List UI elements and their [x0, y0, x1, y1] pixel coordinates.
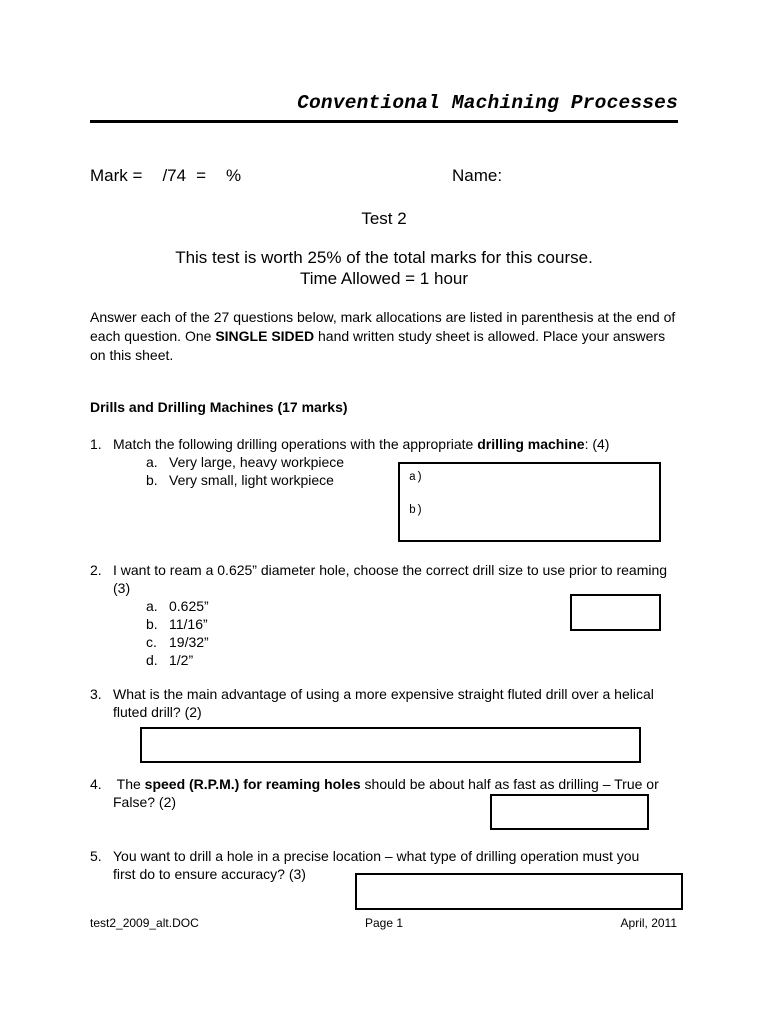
question-text-end: : (4)	[584, 436, 610, 452]
question-1	[90, 435, 690, 453]
option-letter: d.	[146, 652, 158, 668]
option-b	[146, 615, 208, 633]
option-letter: c.	[146, 634, 157, 650]
instructions	[90, 308, 682, 365]
header-rule	[90, 120, 678, 123]
option-letter: a.	[146, 454, 158, 470]
question-text: What is the main advantage of using a more expensive straight fluted drill over a helical fluted drill? (2)	[113, 686, 654, 720]
footer-filename: test2_2009_alt.DOC	[90, 916, 199, 930]
question-number: 3.	[90, 686, 102, 702]
section-heading: Drills and Drilling Machines (17 marks)	[90, 399, 348, 415]
question-number: 1.	[90, 436, 102, 452]
document-title: Conventional Machining Processes	[297, 92, 678, 114]
option-letter: b.	[146, 472, 158, 488]
test-name: Test 2	[361, 209, 407, 228]
mark-line	[90, 166, 241, 186]
option-text: 0.625”	[169, 598, 209, 614]
question-text: You want to drill a hole in a precise location – what type of drilling operation must you first do to ensure accuracy? (3)	[113, 848, 640, 882]
instructions-part2: hand written study sheet is allowed. Place your answers on this sheet.	[90, 328, 666, 363]
option-c	[146, 633, 209, 651]
question-number: 2.	[90, 562, 102, 578]
question-number: 5.	[90, 848, 102, 864]
mark-equals: =	[196, 166, 207, 185]
answer-box-q3[interactable]	[140, 727, 641, 763]
option-d	[146, 651, 193, 669]
answer-box-q2[interactable]	[570, 594, 661, 631]
answer-label-b: b)	[409, 504, 423, 517]
option-text: Very large, heavy workpiece	[169, 454, 345, 470]
option-text: 1/2”	[169, 652, 194, 668]
option-letter: a.	[146, 598, 158, 614]
option-letter: b.	[146, 616, 158, 632]
option-text: 19/32”	[169, 634, 209, 650]
option-text: Very small, light workpiece	[169, 472, 334, 488]
answer-box-q4[interactable]	[490, 794, 649, 830]
option-text: 11/16”	[169, 616, 208, 632]
name-label: Name:	[452, 166, 503, 185]
test-worth: This test is worth 25% of the total marks for this course.	[175, 248, 593, 267]
question-text: The	[116, 776, 145, 792]
question-2	[90, 561, 680, 597]
mark-percent: %	[226, 166, 242, 185]
instructions-bold: SINGLE SIDED	[215, 328, 315, 344]
option-a	[146, 453, 344, 471]
question-bold: speed (R.P.M.) for reaming holes	[144, 776, 361, 792]
footer-page-number: Page 1	[365, 916, 404, 930]
time-allowed: Time Allowed = 1 hour	[299, 269, 469, 288]
footer-date: April, 2011	[620, 916, 677, 930]
option-a	[146, 597, 209, 615]
question-3	[90, 685, 680, 721]
option-b	[146, 471, 334, 489]
answer-box-q1[interactable]	[398, 462, 661, 542]
question-bold: drilling machine	[477, 436, 585, 452]
mark-label: Mark =	[90, 166, 143, 185]
question-text: Match the following drilling operations with the appropriate	[113, 436, 478, 452]
question-text: I want to ream a 0.625” diameter hole, choose the correct drill size to use prior to reaming (3)	[113, 562, 668, 596]
answer-label-a: a)	[409, 471, 423, 484]
mark-total: /74	[162, 166, 187, 185]
question-text-end: should be about half as fast as drilling – True or False? (2)	[113, 776, 659, 810]
question-number: 4.	[90, 776, 102, 792]
instructions-part1: Answer each of the 27 questions below, mark allocations are listed in parenthesis at the end of each question. One	[90, 309, 676, 344]
answer-box-q5[interactable]	[355, 873, 683, 910]
